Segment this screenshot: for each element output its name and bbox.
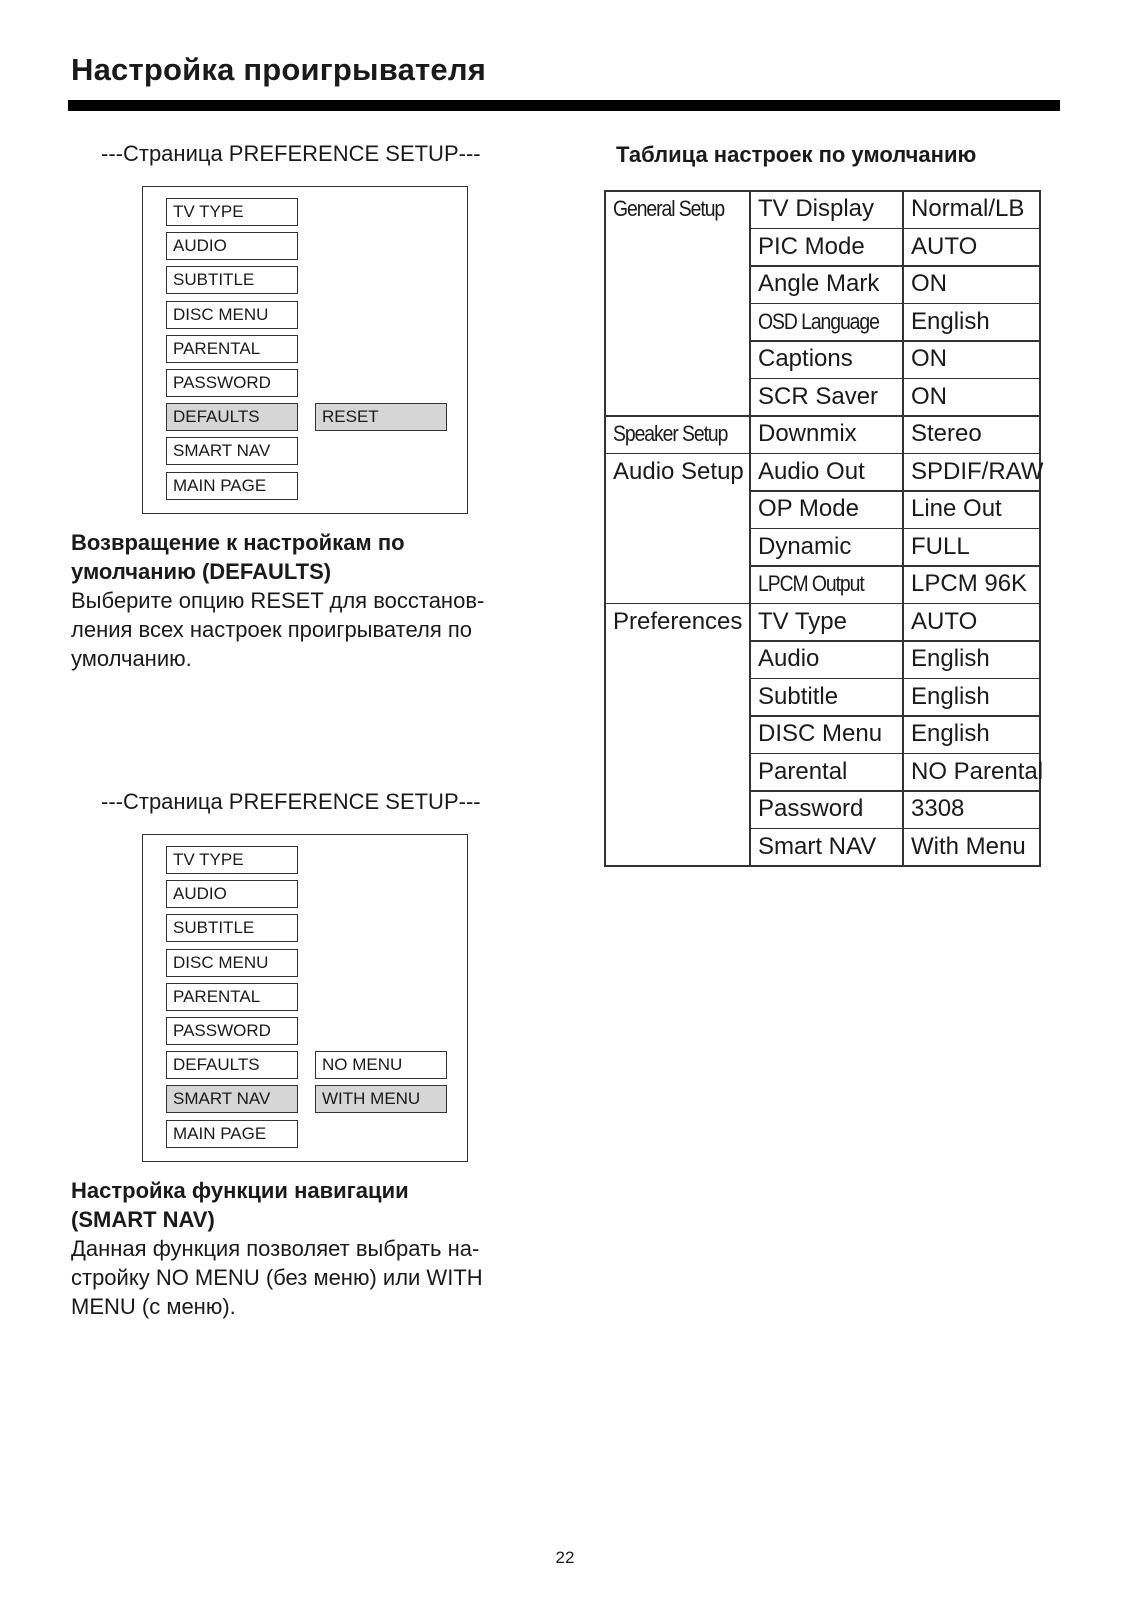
table-value-angle-mark: ON <box>911 270 947 297</box>
table-value-lpcm-output: LPCM 96K <box>911 570 1028 597</box>
table-value-captions: ON <box>911 345 947 372</box>
table-value-op-mode: Line Out <box>911 495 1002 522</box>
table-setting-scr-saver: SCR Saver <box>758 382 879 410</box>
section-2-caption: ---Страница PREFERENCE SETUP--- <box>101 789 481 814</box>
menu-item-defaults[interactable]: DEFAULTS <box>166 403 298 431</box>
table-setting-downmix: Downmix <box>758 420 857 447</box>
table-setting-pic-mode: PIC Mode <box>758 232 865 260</box>
table-value-audio-out: SPDIF/RAW <box>911 457 1044 485</box>
table-value-tv-type: AUTO <box>911 607 978 635</box>
menu-item-smart-nav[interactable]: SMART NAV <box>166 1085 298 1113</box>
table-setting-angle-mark: Angle Mark <box>758 270 880 297</box>
table-value-subtitle: English <box>911 682 990 710</box>
menu-option-with-menu[interactable]: WITH MENU <box>315 1085 447 1113</box>
table-setting-op-mode: OP Mode <box>758 495 859 522</box>
table-border-left <box>604 190 606 865</box>
table-setting-disc-menu: DISC Menu <box>758 720 883 747</box>
table-value-tv-display: Normal/LB <box>911 195 1025 222</box>
table-value-dynamic: FULL <box>911 532 970 560</box>
table-setting-lpcm-output: LPCM Output <box>758 571 864 596</box>
table-value-password: 3308 <box>911 795 965 822</box>
table-setting-audio-out: Audio Out <box>758 457 865 485</box>
table-setting-subtitle: Subtitle <box>758 682 839 710</box>
table-value-smart-nav: With Menu <box>911 832 1026 860</box>
table-group-audio-setup: Audio Setup <box>613 457 744 485</box>
table-value-audio: English <box>911 645 990 672</box>
section-1-body-line-1: Выберите опцию RESET для восстанов- <box>71 588 485 613</box>
section-2-menu-screen <box>142 834 468 1162</box>
menu-item-audio[interactable]: AUDIO <box>166 232 298 260</box>
defaults-table <box>604 190 1044 867</box>
section-2-body-line-3: MENU (с меню). <box>71 1294 236 1319</box>
table-value-downmix: Stereo <box>911 420 982 447</box>
table-setting-osd-language: OSD Language <box>758 308 879 334</box>
table-setting-tv-type: TV Type <box>758 607 847 635</box>
menu-item-tv-type[interactable]: TV TYPE <box>166 846 298 874</box>
section-1-caption: ---Страница PREFERENCE SETUP--- <box>101 141 481 166</box>
table-setting-password: Password <box>758 795 864 822</box>
table-value-scr-saver: ON <box>911 382 947 410</box>
table-setting-tv-display: TV Display <box>758 195 875 222</box>
table-group-speaker-setup: Speaker Setup <box>613 421 728 446</box>
section-1-menu-screen <box>142 186 468 514</box>
menu-option-reset[interactable]: RESET <box>315 403 447 431</box>
table-group-preferences: Preferences <box>613 607 743 635</box>
page-title: Настройка проигрывателя <box>71 52 487 87</box>
table-setting-parental: Parental <box>758 757 848 785</box>
page-number: 22 <box>555 1548 575 1567</box>
table-value-osd-language: English <box>911 307 990 335</box>
defaults-table-title: Таблица настроек по умолчанию <box>616 142 977 167</box>
menu-item-main-page[interactable]: MAIN PAGE <box>166 472 298 500</box>
table-group-general-setup: General Setup <box>613 196 725 221</box>
table-setting-audio: Audio <box>758 645 820 672</box>
section-2-body-line-2: стройку NO MENU (без меню) или WITH <box>71 1265 483 1290</box>
table-row-line <box>604 865 1041 867</box>
section-2-body-line-1: Данная функция позволяет выбрать на- <box>71 1236 480 1261</box>
menu-item-password[interactable]: PASSWORD <box>166 1017 298 1045</box>
section-1-body-line-3: умолчанию. <box>71 646 192 671</box>
menu-item-audio[interactable]: AUDIO <box>166 880 298 908</box>
section-2-heading-line-2: (SMART NAV) <box>71 1207 215 1232</box>
table-value-pic-mode: AUTO <box>911 232 978 260</box>
menu-item-parental[interactable]: PARENTAL <box>166 335 298 363</box>
table-value-parental: NO Parental <box>911 757 1044 785</box>
table-setting-smart-nav: Smart NAV <box>758 832 877 860</box>
menu-item-subtitle[interactable]: SUBTITLE <box>166 914 298 942</box>
table-setting-captions: Captions <box>758 345 853 372</box>
menu-item-disc-menu[interactable]: DISC MENU <box>166 949 298 977</box>
table-value-disc-menu: English <box>911 720 990 747</box>
section-2-heading-line-1: Настройка функции навигации <box>71 1178 409 1203</box>
table-setting-dynamic: Dynamic <box>758 532 852 560</box>
menu-item-disc-menu[interactable]: DISC MENU <box>166 301 298 329</box>
menu-item-subtitle[interactable]: SUBTITLE <box>166 266 298 294</box>
menu-option-no-menu[interactable]: NO MENU <box>315 1051 447 1079</box>
menu-item-parental[interactable]: PARENTAL <box>166 983 298 1011</box>
section-1-body-line-2: ления всех настроек проигрывателя по <box>71 617 473 642</box>
section-1-heading-line-2: умолчанию (DEFAULTS) <box>71 559 332 584</box>
menu-item-tv-type[interactable]: TV TYPE <box>166 198 298 226</box>
menu-item-defaults[interactable]: DEFAULTS <box>166 1051 298 1079</box>
menu-item-smart-nav[interactable]: SMART NAV <box>166 437 298 465</box>
menu-item-main-page[interactable]: MAIN PAGE <box>166 1120 298 1148</box>
menu-item-password[interactable]: PASSWORD <box>166 369 298 397</box>
title-rule <box>68 100 1060 111</box>
section-1-heading-line-1: Возвращение к настройкам по <box>71 530 405 555</box>
